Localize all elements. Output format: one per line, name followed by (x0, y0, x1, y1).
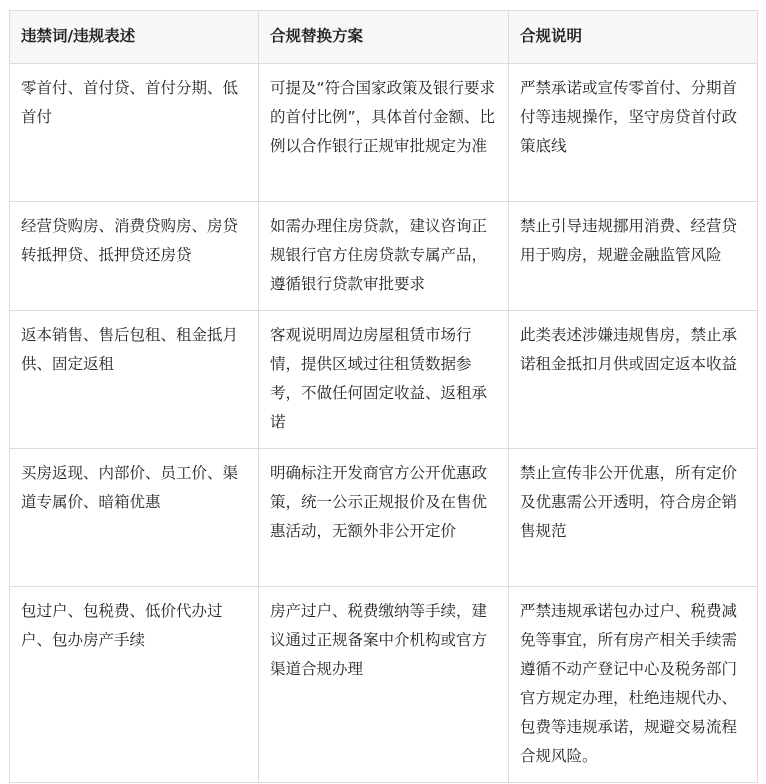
cell-compliance-note: 禁止引导违规挪用消费、经营贷用于购房，规避金融监管风险 (509, 202, 758, 311)
table-row (10, 449, 758, 587)
header-prohibited-terms: 违禁词/违规表述 (10, 11, 259, 64)
table-row (10, 202, 758, 311)
cell-compliance-note: 严禁承诺或宣传零首付、分期首付等违规操作，坚守房贷首付政策底线 (509, 64, 758, 202)
compliance-table (9, 10, 758, 783)
cell-prohibited-terms: 返本销售、售后包租、租金抵月供、固定返租 (10, 311, 259, 449)
cell-prohibited-terms: 买房返现、内部价、员工价、渠道专属价、暗箱优惠 (10, 449, 259, 587)
table-row (10, 587, 758, 783)
header-compliance-note: 合规说明 (509, 11, 758, 64)
cell-compliance-note: 禁止宣传非公开优惠，所有定价及优惠需公开透明，符合房企销售规范 (509, 449, 758, 587)
cell-compliant-alternative: 客观说明周边房屋租赁市场行情，提供区域过往租赁数据参考，不做任何固定收益、返租承诺 (259, 311, 509, 449)
cell-compliance-note: 严禁违规承诺包办过户、税费减免等事宜，所有房产相关手续需遵循不动产登记中心及税务部门官方规定办理，杜绝违规代办、包费等违规承诺，规避交易流程合规风险。 (509, 587, 758, 783)
cell-compliant-alternative: 如需办理住房贷款，建议咨询正规银行官方住房贷款专属产品，遵循银行贷款审批要求 (259, 202, 509, 311)
cell-compliance-note: 此类表述涉嫌违规售房，禁止承诺租金抵扣月供或固定返本收益 (509, 311, 758, 449)
table-header-row (10, 11, 758, 64)
cell-compliant-alternative: 明确标注开发商官方公开优惠政策，统一公示正规报价及在售优惠活动，无额外非公开定价 (259, 449, 509, 587)
cell-compliant-alternative: 可提及“符合国家政策及银行要求的首付比例”，具体首付金额、比例以合作银行正规审批规定为准 (259, 64, 509, 202)
cell-prohibited-terms: 经营贷购房、消费贷购房、房贷转抵押贷、抵押贷还房贷 (10, 202, 259, 311)
table-row (10, 311, 758, 449)
cell-prohibited-terms: 包过户、包税费、低价代办过户、包办房产手续 (10, 587, 259, 783)
compliance-table-container (9, 10, 757, 783)
table-row (10, 64, 758, 202)
header-compliant-alternative: 合规替换方案 (259, 11, 509, 64)
cell-prohibited-terms: 零首付、首付贷、首付分期、低首付 (10, 64, 259, 202)
cell-compliant-alternative: 房产过户、税费缴纳等手续，建议通过正规备案中介机构或官方渠道合规办理 (259, 587, 509, 783)
